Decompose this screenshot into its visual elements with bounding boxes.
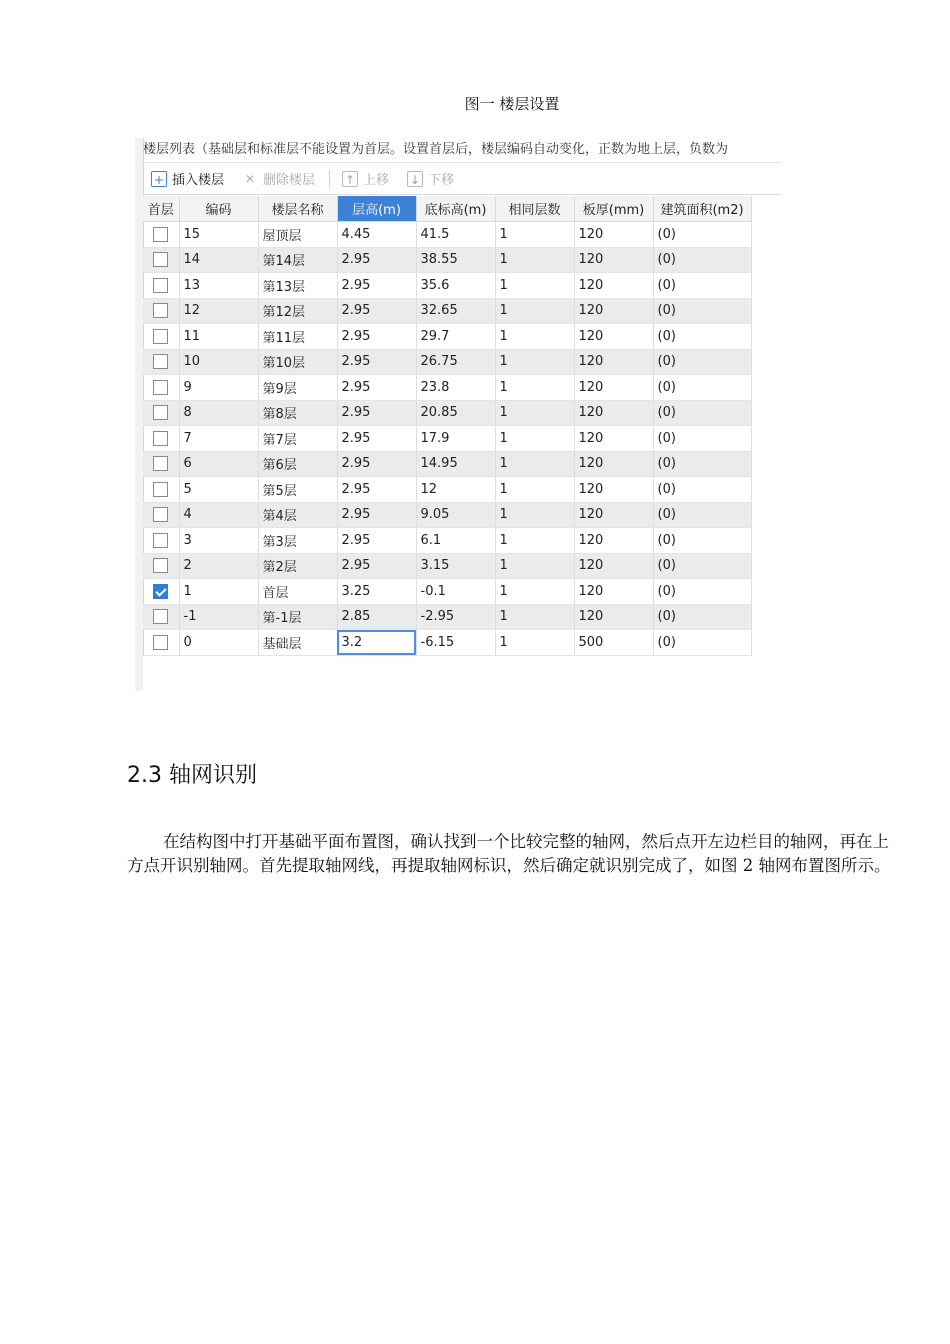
cell-same[interactable]: 1 (495, 375, 574, 401)
cell-area[interactable]: (0) (653, 579, 751, 605)
table-row[interactable] (143, 451, 751, 477)
cell-same[interactable]: 1 (495, 604, 574, 630)
cell-base[interactable]: 3.15 (416, 553, 495, 579)
table-row[interactable] (143, 528, 751, 554)
first-floor-cell (143, 502, 179, 528)
table-row[interactable] (143, 426, 751, 452)
cell-code[interactable]: 7 (179, 426, 258, 452)
cell-name[interactable]: 第5层 (258, 477, 337, 503)
cell-slab[interactable]: 120 (574, 222, 653, 248)
cell-height[interactable]: 2.95 (337, 298, 416, 324)
cell-height[interactable]: 2.95 (337, 273, 416, 299)
cell-area[interactable]: (0) (653, 426, 751, 452)
cell-slab[interactable]: 120 (574, 528, 653, 554)
first-floor-checkbox[interactable] (153, 227, 168, 242)
table-row[interactable] (143, 477, 751, 503)
cell-area[interactable]: (0) (653, 502, 751, 528)
col-header-same[interactable]: 相同层数 (495, 196, 574, 222)
table-row[interactable] (143, 553, 751, 579)
cell-same[interactable]: 1 (495, 630, 574, 656)
cell-same[interactable]: 1 (495, 553, 574, 579)
first-floor-checkbox[interactable] (153, 609, 168, 624)
cell-slab[interactable]: 120 (574, 604, 653, 630)
cell-height[interactable]: 3.25 (337, 579, 416, 605)
cell-slab[interactable]: 120 (574, 247, 653, 273)
figure-caption: 图一 楼层设置 (464, 95, 560, 113)
cell-base[interactable]: 14.95 (416, 451, 495, 477)
table-header-row (143, 196, 751, 222)
cell-same[interactable]: 1 (495, 324, 574, 350)
cell-area[interactable]: (0) (653, 349, 751, 375)
cell-slab[interactable]: 120 (574, 400, 653, 426)
cell-height[interactable]: 2.95 (337, 324, 416, 350)
first-floor-cell (143, 604, 179, 630)
cell-name[interactable]: 第9层 (258, 375, 337, 401)
cell-name[interactable]: 第11层 (258, 324, 337, 350)
first-floor-checkbox[interactable] (153, 278, 168, 293)
table-row[interactable] (143, 375, 751, 401)
cell-base[interactable]: 29.7 (416, 324, 495, 350)
cell-height[interactable]: 2.95 (337, 477, 416, 503)
first-floor-checkbox[interactable] (153, 252, 168, 267)
cell-base[interactable]: 26.75 (416, 349, 495, 375)
first-floor-cell (143, 349, 179, 375)
arrow-up-icon: ↑ (342, 171, 358, 187)
insert-floor-icon: + (151, 171, 167, 187)
cell-code[interactable]: 10 (179, 349, 258, 375)
first-floor-checkbox[interactable] (153, 405, 168, 420)
cell-slab[interactable]: 120 (574, 273, 653, 299)
first-floor-cell (143, 247, 179, 273)
cell-name[interactable]: 第6层 (258, 451, 337, 477)
table-row[interactable] (143, 579, 751, 605)
first-floor-cell (143, 375, 179, 401)
first-floor-checkbox[interactable] (153, 329, 168, 344)
cell-slab[interactable]: 120 (574, 349, 653, 375)
first-floor-checkbox[interactable] (153, 507, 168, 522)
cell-code[interactable]: 12 (179, 298, 258, 324)
cell-base[interactable]: 12 (416, 477, 495, 503)
cell-same[interactable]: 1 (495, 222, 574, 248)
cell-name[interactable]: 第2层 (258, 553, 337, 579)
table-row[interactable] (143, 400, 751, 426)
floor-toolbar (143, 163, 781, 195)
col-header-name[interactable]: 楼层名称 (258, 196, 337, 222)
col-header-code[interactable]: 编码 (179, 196, 258, 222)
cell-height[interactable]: 2.95 (337, 451, 416, 477)
cell-base[interactable]: 35.6 (416, 273, 495, 299)
first-floor-cell (143, 451, 179, 477)
first-floor-cell (143, 298, 179, 324)
table-body (143, 222, 751, 656)
cell-same[interactable]: 1 (495, 528, 574, 554)
cell-name[interactable]: 第-1层 (258, 604, 337, 630)
cell-base[interactable]: 38.55 (416, 247, 495, 273)
delete-floor-icon: ✕ (244, 171, 256, 186)
toolbar-separator (329, 170, 330, 188)
cell-area[interactable]: (0) (653, 222, 751, 248)
first-floor-checkbox[interactable] (153, 482, 168, 497)
table-row[interactable] (143, 604, 751, 630)
cell-slab[interactable]: 120 (574, 426, 653, 452)
first-floor-checkbox[interactable] (153, 431, 168, 446)
first-floor-cell (143, 630, 179, 656)
cell-slab[interactable]: 120 (574, 553, 653, 579)
cell-height[interactable]: 2.95 (337, 426, 416, 452)
delete-floor-button[interactable] (242, 169, 315, 188)
cell-base[interactable]: 20.85 (416, 400, 495, 426)
first-floor-checkbox[interactable] (153, 584, 168, 599)
cell-height[interactable]: 2.95 (337, 375, 416, 401)
cell-area[interactable]: (0) (653, 604, 751, 630)
cell-area[interactable]: (0) (653, 298, 751, 324)
table-row[interactable] (143, 222, 751, 248)
cell-code[interactable]: 6 (179, 451, 258, 477)
cell-same[interactable]: 1 (495, 349, 574, 375)
cell-height[interactable]: 2.85 (337, 604, 416, 630)
col-header-slab[interactable]: 板厚(mm) (574, 196, 653, 222)
first-floor-cell (143, 273, 179, 299)
cell-base[interactable]: 41.5 (416, 222, 495, 248)
table-row[interactable] (143, 273, 751, 299)
cell-code[interactable]: 9 (179, 375, 258, 401)
cell-base[interactable]: 32.65 (416, 298, 495, 324)
col-header-first[interactable]: 首层 (143, 196, 179, 222)
cell-slab[interactable]: 120 (574, 298, 653, 324)
table-empty-area (143, 656, 781, 691)
floor-settings-screenshot (135, 138, 781, 691)
first-floor-cell (143, 579, 179, 605)
table-row[interactable] (143, 298, 751, 324)
cell-code[interactable]: 13 (179, 273, 258, 299)
col-header-area[interactable]: 建筑面积(m2) (653, 196, 751, 222)
cell-height[interactable]: 2.95 (337, 553, 416, 579)
first-floor-checkbox[interactable] (153, 558, 168, 573)
cell-area[interactable]: (0) (653, 477, 751, 503)
cell-slab[interactable]: 120 (574, 477, 653, 503)
cell-code[interactable]: -1 (179, 604, 258, 630)
first-floor-checkbox[interactable] (153, 635, 168, 650)
move-up-label: 上移 (363, 173, 390, 188)
cell-area[interactable]: (0) (653, 247, 751, 273)
first-floor-cell (143, 426, 179, 452)
cell-area[interactable]: (0) (653, 630, 751, 656)
cell-height[interactable]: 3.2 (337, 630, 416, 656)
cell-base[interactable]: -2.95 (416, 604, 495, 630)
cell-same[interactable]: 1 (495, 502, 574, 528)
cell-code[interactable]: 15 (179, 222, 258, 248)
cell-code[interactable]: 3 (179, 528, 258, 554)
cell-base[interactable]: -0.1 (416, 579, 495, 605)
cell-slab[interactable]: 120 (574, 502, 653, 528)
cell-height[interactable]: 2.95 (337, 247, 416, 273)
cell-base[interactable]: -6.15 (416, 630, 495, 656)
first-floor-cell (143, 553, 179, 579)
first-floor-cell (143, 222, 179, 248)
first-floor-cell (143, 324, 179, 350)
section-paragraph: 在结构图中打开基础平面布置图，确认找到一个比较完整的轴网，然后点开左边栏目的轴网，再在上方点开识别轴网。首先提取轴网线，再提取轴网标识，然后确定就识别完成了，如图 2 轴网布置图所示。 (127, 832, 891, 875)
arrow-down-icon: ↓ (407, 171, 423, 187)
first-floor-checkbox[interactable] (153, 354, 168, 369)
cell-height[interactable]: 4.45 (337, 222, 416, 248)
first-floor-checkbox[interactable] (153, 303, 168, 318)
cell-slab[interactable]: 120 (574, 579, 653, 605)
insert-floor-button[interactable] (151, 169, 224, 188)
cell-area[interactable]: (0) (653, 528, 751, 554)
first-floor-cell (143, 528, 179, 554)
cell-name[interactable]: 首层 (258, 579, 337, 605)
cell-same[interactable]: 1 (495, 426, 574, 452)
first-floor-checkbox[interactable] (153, 456, 168, 471)
col-header-base[interactable]: 底标高(m) (416, 196, 495, 222)
cell-same[interactable]: 1 (495, 477, 574, 503)
table-row[interactable] (143, 349, 751, 375)
cell-same[interactable]: 1 (495, 273, 574, 299)
first-floor-checkbox[interactable] (153, 380, 168, 395)
cell-same[interactable]: 1 (495, 247, 574, 273)
delete-floor-label: 删除楼层 (263, 173, 316, 188)
cell-name[interactable]: 第3层 (258, 528, 337, 554)
cell-name[interactable]: 第8层 (258, 400, 337, 426)
cell-code[interactable]: 0 (179, 630, 258, 656)
section-heading: 2.3 轴网识别 (127, 763, 257, 788)
cell-same[interactable]: 1 (495, 298, 574, 324)
cell-code[interactable]: 1 (179, 579, 258, 605)
cell-height[interactable]: 2.95 (337, 349, 416, 375)
floor-table (143, 196, 752, 656)
cell-area[interactable]: (0) (653, 553, 751, 579)
table-row[interactable] (143, 247, 751, 273)
cell-height[interactable]: 2.95 (337, 400, 416, 426)
cell-name[interactable]: 第10层 (258, 349, 337, 375)
cell-slab[interactable]: 120 (574, 375, 653, 401)
cell-height[interactable]: 2.95 (337, 528, 416, 554)
first-floor-cell (143, 477, 179, 503)
cell-base[interactable]: 9.05 (416, 502, 495, 528)
cell-code[interactable]: 5 (179, 477, 258, 503)
cell-base[interactable]: 6.1 (416, 528, 495, 554)
col-header-height[interactable]: 层高(m) (337, 196, 416, 222)
insert-floor-label: 插入楼层 (172, 173, 225, 188)
cell-area[interactable]: (0) (653, 451, 751, 477)
cell-name[interactable]: 基础层 (258, 630, 337, 656)
cell-same[interactable]: 1 (495, 451, 574, 477)
cell-area[interactable]: (0) (653, 375, 751, 401)
cell-slab[interactable]: 120 (574, 324, 653, 350)
cell-code[interactable]: 11 (179, 324, 258, 350)
move-down-label: 下移 (428, 173, 455, 188)
cell-area[interactable]: (0) (653, 273, 751, 299)
table-row[interactable] (143, 324, 751, 350)
cell-base[interactable]: 17.9 (416, 426, 495, 452)
table-row[interactable] (143, 630, 751, 656)
first-floor-cell (143, 400, 179, 426)
cell-name[interactable]: 第13层 (258, 273, 337, 299)
cell-code[interactable]: 8 (179, 400, 258, 426)
cell-name[interactable]: 第4层 (258, 502, 337, 528)
cell-same[interactable]: 1 (495, 400, 574, 426)
panel-title: 楼层列表（基础层和标准层不能设置为首层。设置首层后，楼层编码自动变化，正数为地上层，负数为 (143, 138, 781, 163)
cell-code[interactable]: 14 (179, 247, 258, 273)
first-floor-checkbox[interactable] (153, 533, 168, 548)
cell-base[interactable]: 23.8 (416, 375, 495, 401)
cell-slab[interactable]: 120 (574, 451, 653, 477)
cell-code[interactable]: 4 (179, 502, 258, 528)
cell-name[interactable]: 屋顶层 (258, 222, 337, 248)
cell-slab[interactable]: 500 (574, 630, 653, 656)
move-up-button[interactable] (342, 169, 389, 188)
cell-name[interactable]: 第14层 (258, 247, 337, 273)
cell-same[interactable]: 1 (495, 579, 574, 605)
move-down-button[interactable] (407, 169, 454, 188)
cell-code[interactable]: 2 (179, 553, 258, 579)
cell-name[interactable]: 第12层 (258, 298, 337, 324)
table-row[interactable] (143, 502, 751, 528)
cell-area[interactable]: (0) (653, 400, 751, 426)
cell-height[interactable]: 2.95 (337, 502, 416, 528)
cell-area[interactable]: (0) (653, 324, 751, 350)
cell-name[interactable]: 第7层 (258, 426, 337, 452)
